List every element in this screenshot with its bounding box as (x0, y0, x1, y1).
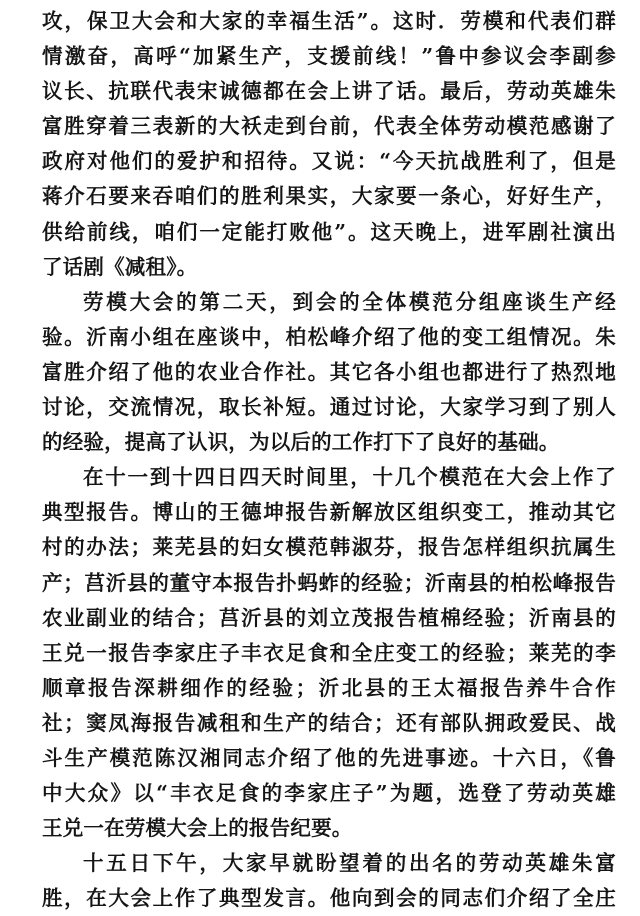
text-line: 攻，保卫大会和大家的幸福生活”。这时．劳模和代表们群 (42, 9, 616, 33)
text-line: 典型报告。博山的王德坤报告新解放区组织变工，推动其它 (42, 500, 616, 525)
text-line: 富胜穿着三表新的大袄走到台前，代表全体劳动模范感谢了 (42, 114, 616, 139)
text-line: 蒋介石要来吞咱们的胜利果实，大家要一条心，好好生产， (42, 184, 616, 209)
text-line: 供给前线，咱们一定能打败他”。这天晚上，进军剧社演出 (42, 219, 616, 244)
text-line: 讨论，交流情况，取长补短。通过讨论，大家学习到了别人 (42, 395, 616, 420)
text-line: 村的办法；莱芜县的妇女模范韩淑芬，报告怎样组织抗属生 (42, 535, 616, 560)
paragraph-2 (42, 285, 616, 460)
text-line: 验。沂南小组在座谈中，柏松峰介绍了他的变工组情况。朱 (42, 324, 616, 349)
text-line: 社；窦凤海报告减租和生产的结合；还有部队拥政爱民、战 (42, 710, 616, 735)
text-line: 胜，在大会上作了典型发言。他向到会的同志们介绍了全庄 (42, 886, 616, 911)
text-line: 的经验，提高了认识，为以后的工作打下了良好的基础。 (42, 430, 560, 455)
text-line: 斗生产模范陈汉湘同志介绍了他的先进事迹。十六日，《鲁 (42, 745, 616, 770)
text-line: 富胜介绍了他的农业合作社。其它各小组也都进行了热烈地 (42, 359, 616, 384)
text-line: 中大众》以“丰衣足食的李家庄子”为题，选登了劳动英雄 (42, 781, 616, 806)
text-line: 情激奋，高呼“加紧生产，支援前线！”鲁中参议会李副参 (42, 44, 616, 69)
text-line: 王兑一在劳模大会上的报告纪要。 (42, 816, 353, 841)
text-line: 十五日下午，大家早就盼望着的出名的劳动英雄朱富 (83, 851, 616, 876)
text-line: 了话剧《减租》。 (42, 254, 198, 279)
paragraph-1 (42, 4, 616, 285)
text-line: 在十一到十四日四天时间里，十几个模范在大会上作了 (83, 465, 616, 490)
paragraph-3 (42, 460, 616, 846)
text-line: 产；莒沂县的董守本报告扑蚂蚱的经验；沂南县的柏松峰报告 (42, 570, 616, 595)
text-line: 顺章报告深耕细作的经验；沂北县的王太福报告养牛合作 (42, 675, 616, 700)
text-line: 农业副业的结合；莒沂县的刘立茂报告植棉经验；沂南县的 (42, 605, 616, 630)
text-line: 政府对他们的爱护和招待。又说：“今天抗战胜利了，但是 (42, 149, 616, 174)
text-line: 王兑一报告李家庄子丰衣足食和全庄变工的经验；莱芜的李 (42, 640, 616, 665)
text-line: 议长、抗联代表宋诚德都在会上讲了话。最后，劳动英雄朱 (42, 79, 616, 104)
text-line: 劳模大会的第二天，到会的全体模范分组座谈生产经 (83, 289, 616, 314)
paragraph-4 (42, 846, 616, 916)
